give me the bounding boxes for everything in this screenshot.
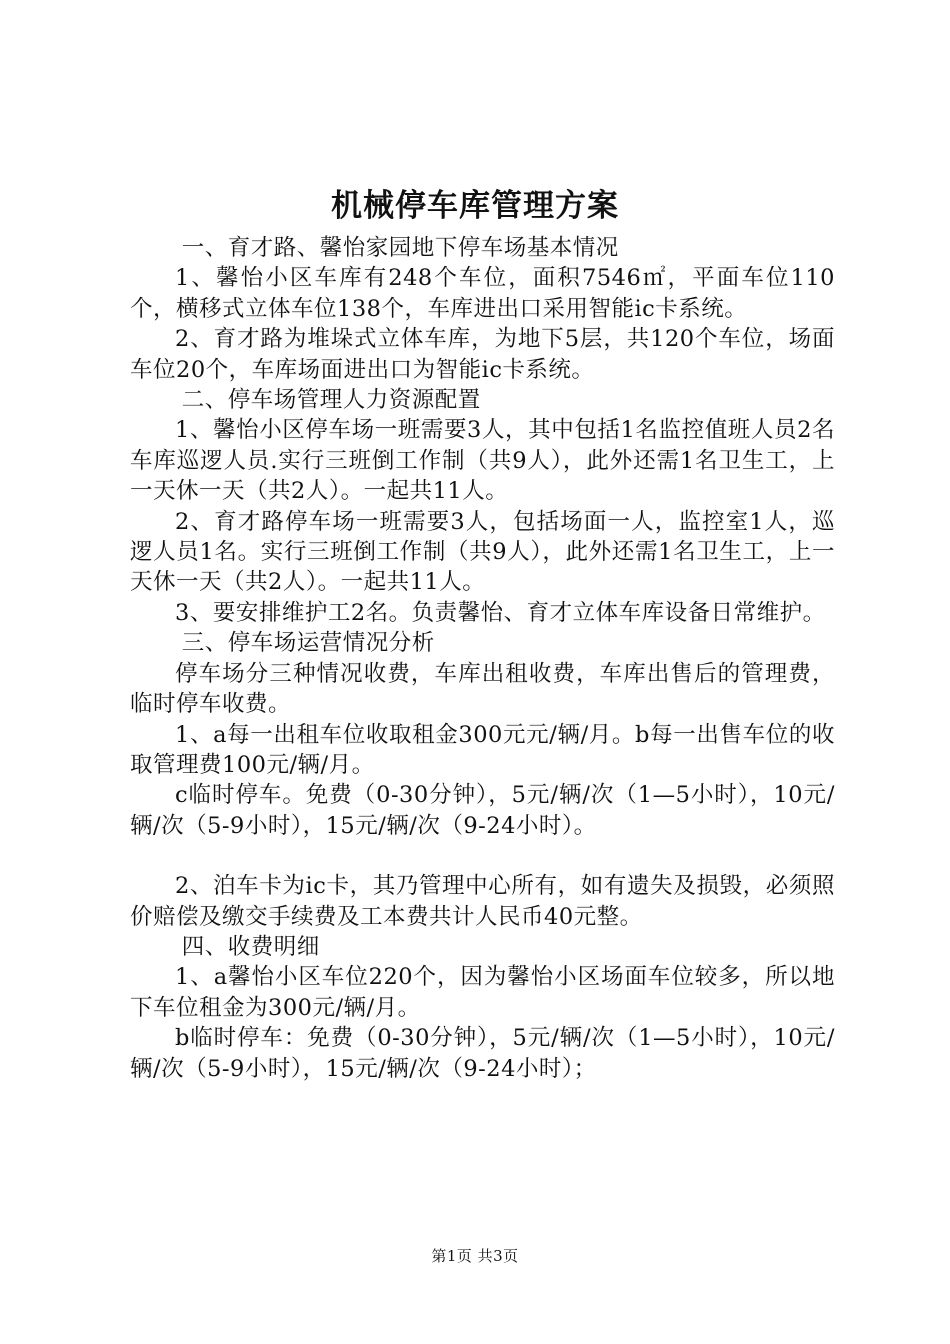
paragraph: c临时停车。免费（0-30分钟），5元/辆/次（1—5小时），10元/辆/次（5-9小时），15元/辆/次（9-24小时）。 xyxy=(130,782,835,839)
page-number-footer: 第1页 共3页 xyxy=(431,1247,519,1265)
paragraph: 1、a馨怡小区车位220个，因为馨怡小区场面车位较多，所以地下车位租金为300元/辆/月。 xyxy=(130,964,835,1021)
document-body xyxy=(130,233,835,1084)
paragraph: 2、育才路为堆垛式立体车库，为地下5层，共120个车位，场面车位20个，车库场面进出口为智能ic卡系统。 xyxy=(130,326,835,383)
document-title: 机械停车库管理方案 xyxy=(331,188,619,224)
section-heading: 四、收费明细 xyxy=(181,933,320,960)
paragraph: 2、泊车卡为ic卡，其乃管理中心所有，如有遗失及损毁，必须照价赔偿及缴交手续费及工本费共计人民币40元整。 xyxy=(130,873,835,930)
paragraph: b临时停车：免费（0-30分钟），5元/辆/次（1—5小时），10元/辆/次（5-9小时），15元/辆/次（9-24小时）； xyxy=(130,1025,835,1082)
paragraph: 1、馨怡小区停车场一班需要3人，其中包括1名监控值班人员2名车库巡逻人员.实行三班倒工作制（共9人），此外还需1名卫生工，上一天休一天（共2人）。一起共11人。 xyxy=(130,417,835,505)
paragraph: 1、馨怡小区车库有248个车位，面积7546㎡，平面车位110个，横移式立体车位138个，车库进出口采用智能ic卡系统。 xyxy=(130,265,835,322)
paragraph: 3、要安排维护工2名。负责馨怡、育才立体车库设备日常维护。 xyxy=(175,599,826,626)
section-heading: 二、停车场管理人力资源配置 xyxy=(181,387,481,414)
paragraph: 2、育才路停车场一班需要3人，包括场面一人，监控室1人，巡逻人员1名。实行三班倒工作制（共9人），此外还需1名卫生工，上一天休一天（共2人）。一起共11人。 xyxy=(130,508,835,596)
section-heading: 三、停车场运营情况分析 xyxy=(181,630,435,657)
paragraph: 1、a每一出租车位收取租金300元元/辆/月。b每一出售车位的收取管理费100元/辆/月。 xyxy=(130,721,835,778)
section-heading: 一、育才路、馨怡家园地下停车场基本情况 xyxy=(181,235,619,261)
paragraph: 停车场分三种情况收费，车库出租收费，车库出售后的管理费，临时停车收费。 xyxy=(130,660,835,718)
